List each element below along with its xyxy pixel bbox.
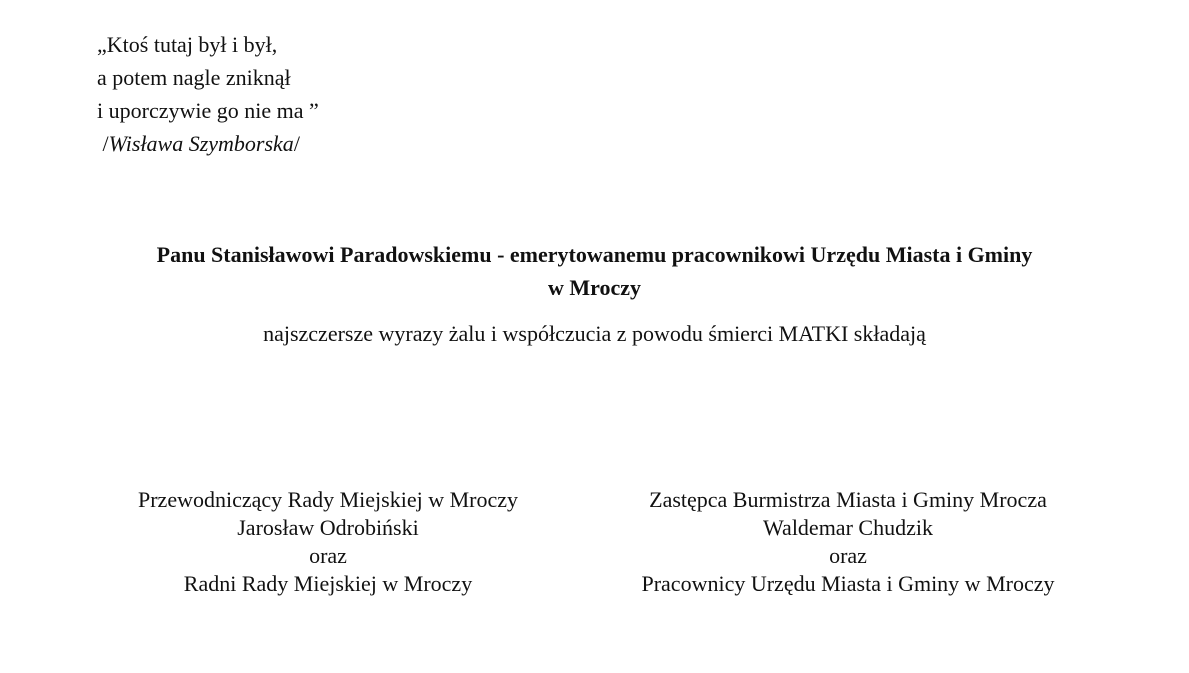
quote-line: „Ktoś tutaj był i był, xyxy=(97,32,278,57)
signature-right xyxy=(606,486,1090,598)
signature-line: oraz xyxy=(829,543,867,568)
signature-line: oraz xyxy=(309,543,347,568)
signature-line: Waldemar Chudzik xyxy=(763,515,933,540)
quote-line: i uporczywie go nie ma ” xyxy=(97,98,319,123)
quote-author xyxy=(97,127,319,160)
dedication-title xyxy=(105,238,1085,304)
condolence-message: najszczersze wyrazy żalu i współczucia z powodu śmierci MATKI składają xyxy=(263,321,926,346)
dedication-title-line1: Panu Stanisławowi Paradowskiemu - emerytowanemu pracownikowi Urzędu Miasta i Gminy xyxy=(156,242,1033,267)
quote-line: a potem nagle zniknął xyxy=(97,65,291,90)
signature-line: Zastępca Burmistrza Miasta i Gminy Mrocza xyxy=(649,487,1047,512)
signature-line: Przewodniczący Rady Miejskiej w Mroczy xyxy=(138,487,518,512)
signatures xyxy=(0,486,1189,606)
signature-line: Jarosław Odrobiński xyxy=(237,515,419,540)
signature-line: Radni Rady Miejskiej w Mroczy xyxy=(183,571,473,596)
signature-line: Pracownicy Urzędu Miasta i Gminy w Mroczy xyxy=(641,571,1055,596)
signature-left xyxy=(98,486,558,598)
epigraph-quote xyxy=(97,28,319,160)
dedication-title-line2: w Mroczy xyxy=(547,275,642,300)
quote-author-name: Wisława Szymborska xyxy=(108,131,294,156)
dedication-block xyxy=(0,238,1189,349)
quote-author-suffix: / xyxy=(293,131,300,156)
quote-author-prefix: / xyxy=(97,131,109,156)
